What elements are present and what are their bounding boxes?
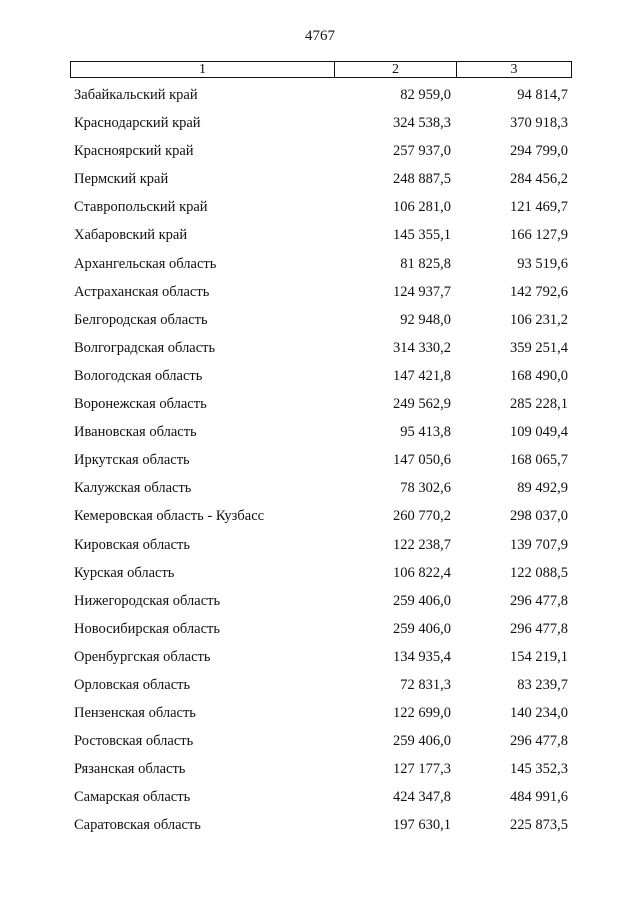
header-col-1: 1 <box>71 62 335 77</box>
value-col-3: 484 991,6 <box>510 789 568 806</box>
value-col-3: 359 251,4 <box>510 339 568 356</box>
value-col-2: 82 959,0 <box>400 87 451 103</box>
value-col-2: 78 302,6 <box>400 480 451 497</box>
value-col-3: 109 049,4 <box>510 424 568 441</box>
table-row <box>0 165 640 193</box>
table-row <box>0 418 640 446</box>
value-col-3: 145 352,3 <box>510 761 568 778</box>
table-header <box>70 61 572 78</box>
table-row <box>0 811 640 839</box>
value-col-2: 147 050,6 <box>393 452 451 469</box>
value-col-2: 81 825,8 <box>400 255 451 272</box>
region-name: Рязанская область <box>74 761 186 778</box>
table-row <box>0 362 640 390</box>
value-col-2: 145 355,1 <box>393 227 451 244</box>
region-name: Ивановская область <box>74 424 197 441</box>
value-col-3: 139 707,9 <box>510 536 568 553</box>
value-col-2: 92 948,0 <box>400 311 451 328</box>
region-name: Вологодская область <box>74 367 203 384</box>
value-col-2: 106 281,0 <box>393 199 451 216</box>
value-col-2: 122 699,0 <box>393 705 451 722</box>
value-col-3: 93 519,6 <box>517 255 568 272</box>
table-row <box>0 446 640 474</box>
region-name: Забайкальский край <box>74 87 198 103</box>
table-row <box>0 137 640 165</box>
table-row <box>0 559 640 587</box>
table-row <box>0 109 640 137</box>
value-col-2: 314 330,2 <box>393 339 451 356</box>
region-name: Кировская область <box>74 536 191 553</box>
value-col-3: 142 792,6 <box>510 283 568 300</box>
value-col-2: 127 177,3 <box>393 761 451 778</box>
value-col-2: 72 831,3 <box>400 676 451 693</box>
value-col-3: 285 228,1 <box>510 396 568 413</box>
value-col-3: 296 477,8 <box>510 733 568 750</box>
value-col-3: 294 799,0 <box>510 143 568 160</box>
value-col-3: 140 234,0 <box>510 705 568 722</box>
value-col-3: 83 239,7 <box>517 676 568 693</box>
table-row <box>0 250 640 278</box>
region-name: Нижегородская область <box>74 592 221 609</box>
value-col-3: 168 065,7 <box>510 452 568 469</box>
value-col-2: 249 562,9 <box>393 396 451 413</box>
region-name: Оренбургская область <box>74 648 211 665</box>
value-col-2: 324 538,3 <box>393 115 451 132</box>
value-col-3: 296 477,8 <box>510 620 568 637</box>
table-row <box>0 755 640 783</box>
value-col-2: 95 413,8 <box>400 424 451 441</box>
value-col-2: 122 238,7 <box>393 536 451 553</box>
table-row <box>0 334 640 362</box>
region-name: Кемеровская область - Кузбасс <box>74 508 265 525</box>
region-name: Пермский край <box>74 171 169 188</box>
region-name: Иркутская область <box>74 452 190 469</box>
value-col-2: 259 406,0 <box>393 620 451 637</box>
table-row <box>0 390 640 418</box>
value-col-3: 370 918,3 <box>510 115 568 132</box>
region-name: Волгоградская область <box>74 339 216 356</box>
value-col-2: 259 406,0 <box>393 733 451 750</box>
region-name: Орловская область <box>74 676 191 693</box>
table-row <box>0 531 640 559</box>
value-col-3: 296 477,8 <box>510 592 568 609</box>
table-row <box>0 81 640 109</box>
value-col-2: 124 937,7 <box>393 283 451 300</box>
page-number: 4767 <box>305 28 335 44</box>
value-col-3: 106 231,2 <box>510 311 568 328</box>
value-col-3: 166 127,9 <box>510 227 568 244</box>
region-name: Калужская область <box>74 480 192 497</box>
table-row <box>0 727 640 755</box>
value-col-3: 168 490,0 <box>510 367 568 384</box>
table-row <box>0 699 640 727</box>
table-row <box>0 474 640 502</box>
value-col-2: 259 406,0 <box>393 592 451 609</box>
value-col-2: 134 935,4 <box>393 648 451 665</box>
header-col-2: 2 <box>335 62 457 77</box>
table-row <box>0 587 640 615</box>
table-row <box>0 671 640 699</box>
table-row <box>0 643 640 671</box>
table-row <box>0 278 640 306</box>
region-name: Красноярский край <box>74 143 194 160</box>
table-row <box>0 783 640 811</box>
value-col-3: 225 873,5 <box>510 817 568 834</box>
table-row <box>0 502 640 530</box>
region-name: Ставропольский край <box>74 199 208 216</box>
value-col-3: 89 492,9 <box>517 480 568 497</box>
region-name: Белгородская область <box>74 311 208 328</box>
value-col-2: 248 887,5 <box>393 171 451 188</box>
region-name: Новосибирская область <box>74 620 220 637</box>
value-col-2: 260 770,2 <box>393 508 451 525</box>
region-name: Самарская область <box>74 789 191 806</box>
region-name: Саратовская область <box>74 817 201 834</box>
region-name: Курская область <box>74 564 175 581</box>
table-row <box>0 615 640 643</box>
value-col-3: 298 037,0 <box>510 508 568 525</box>
region-name: Воронежская область <box>74 396 207 413</box>
header-col-3: 3 <box>510 62 518 77</box>
region-name: Астраханская область <box>74 283 210 300</box>
region-name: Хабаровский край <box>74 227 188 244</box>
region-name: Пензенская область <box>74 705 196 722</box>
value-col-3: 284 456,2 <box>510 171 568 188</box>
table-row <box>0 221 640 249</box>
region-name: Архангельская область <box>74 255 217 272</box>
value-col-3: 121 469,7 <box>510 199 568 216</box>
value-col-2: 197 630,1 <box>393 817 451 834</box>
value-col-2: 257 937,0 <box>393 143 451 160</box>
table-row <box>0 306 640 334</box>
value-col-2: 424 347,8 <box>393 789 451 806</box>
value-col-3: 122 088,5 <box>510 564 568 581</box>
table-row <box>0 193 640 221</box>
value-col-2: 147 421,8 <box>393 367 451 384</box>
value-col-2: 106 822,4 <box>393 564 451 581</box>
region-name: Краснодарский край <box>74 115 201 132</box>
value-col-3: 154 219,1 <box>510 648 568 665</box>
region-name: Ростовская область <box>74 733 194 750</box>
value-col-3: 94 814,7 <box>517 87 568 103</box>
table-body <box>0 81 640 840</box>
